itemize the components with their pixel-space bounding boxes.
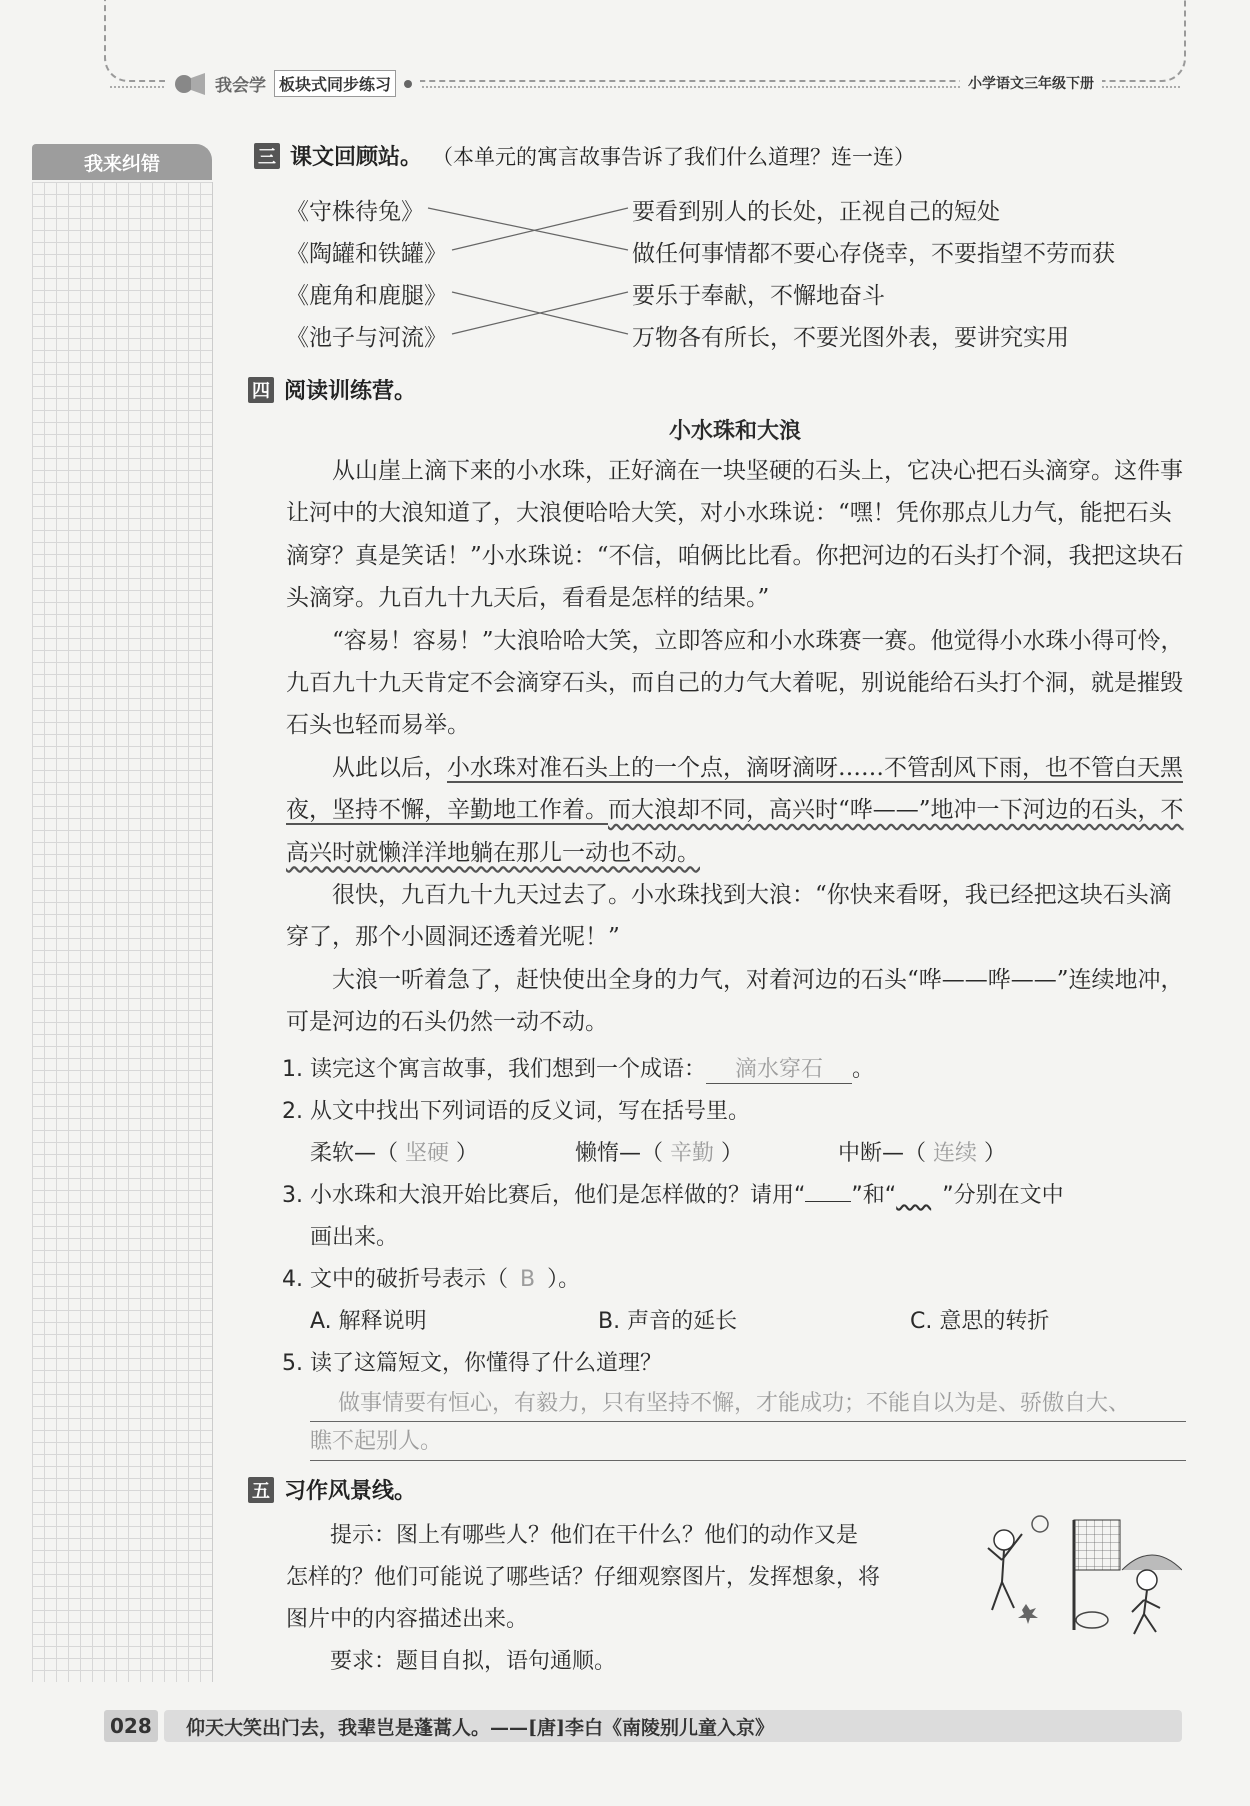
question-1-text: 1. 读完这个寓言故事，我们想到一个成语： <box>282 1057 706 1082</box>
requirement: 要求：题目自拟，语句通顺。 <box>330 1649 617 1674</box>
volleyball-icon <box>1032 1516 1048 1532</box>
hint-line: 怎样的？他们可能说了哪些话？仔细观察图片，发挥想象，将 <box>286 1565 881 1590</box>
antonym-word: 柔软—（ <box>310 1141 399 1166</box>
antonym-pair <box>310 1136 478 1167</box>
match-line <box>428 208 628 250</box>
right-item: 要乐于奉献，不懈地奋斗 <box>632 283 885 309</box>
story-body <box>286 450 1186 1044</box>
hint-line: 图片中的内容描述出来。 <box>286 1607 529 1632</box>
story-paragraph <box>286 747 1186 874</box>
brand-right: 板块式同步练习 <box>274 70 396 97</box>
swim-ring <box>1076 1612 1108 1628</box>
child-body-right <box>1132 1590 1160 1634</box>
question-3-continued: 画出来。 <box>310 1225 399 1250</box>
question-1-answer[interactable]: 滴水穿石 <box>706 1052 852 1084</box>
question-4-answer[interactable]: B <box>519 1267 536 1292</box>
sidebar-tab: 我来纠错 <box>32 144 212 180</box>
section-5-title: 习作风景线。 <box>284 1479 417 1504</box>
story-paragraph: “容易！容易！”大浪哈哈大笑，立即答应和小水珠赛一赛。他觉得小水珠小得可怜，九百九十九天肯定不会滴穿石头，而自己的力气大着呢，别说能给石头打个洞，就是摧毁石头也轻而易举。 <box>286 627 1184 739</box>
volleyball-picture <box>982 1510 1182 1640</box>
antonym-word: 懒惰—（ <box>575 1141 664 1166</box>
story-title: 小水珠和大浪 <box>668 419 801 444</box>
question-1-period: 。 <box>852 1057 875 1082</box>
antonym-word: 中断—（ <box>838 1141 927 1166</box>
story-paragraph: 很快，九百九十九天过去了。小水珠找到大浪：“你快来看呀，我已经把这块石头滴穿了，那个小圆洞还透着光呢！” <box>286 882 1172 951</box>
section-5-heading <box>248 1474 416 1505</box>
question-3-text: 3. 小水珠和大浪开始比赛后，他们是怎样做的？请用“ <box>282 1183 806 1208</box>
section-4-number: 四 <box>248 377 274 403</box>
section-3-title: 课文回顾站。 <box>290 145 423 170</box>
wavy-line-mark <box>896 1183 942 1208</box>
antonym-answer[interactable]: 辛勤 <box>670 1141 715 1166</box>
brand-left: 我会学 <box>215 76 266 96</box>
right-item: 做任何事情都不要心存侥幸，不要指望不劳而获 <box>632 241 1115 267</box>
question-4-close: ）。 <box>547 1267 581 1292</box>
antonym-close: ） <box>456 1141 479 1166</box>
wavy-underlined-text: 而大浪却不同，高兴时“哗——”地冲一下河边的石头，不高兴时就懒洋洋地躺在那儿一动也不动。 <box>286 797 1184 866</box>
left-item: 《陶罐和铁罐》 <box>286 241 447 267</box>
left-item: 《守株待兔》 <box>286 199 424 225</box>
straight-line-mark <box>805 1187 851 1202</box>
section-5-number: 五 <box>248 1477 274 1503</box>
matching-lines <box>0 0 1250 400</box>
footer-quote: 仰天大笑出门去，我辈岂是蓬蒿人。——[唐]李白《南陵别儿童入京》 <box>164 1710 1182 1742</box>
left-item: 《池子与河流》 <box>286 325 447 351</box>
antonym-close: ） <box>721 1141 744 1166</box>
section-3-number: 三 <box>254 143 280 169</box>
hint-line: 提示：图上有哪些人？他们在干什么？他们的动作又是 <box>330 1523 859 1548</box>
story-paragraph: 大浪一听着急了，赶快使出全身的力气，对着河边的石头“哗——哗——”连续地冲，可是河边的石头仍然一动不动。 <box>286 966 1184 1036</box>
question-4-text: 4. 文中的破折号表示（ <box>282 1267 508 1292</box>
option-b: B. 声音的延长 <box>598 1309 738 1334</box>
question-4 <box>282 1262 580 1293</box>
hill <box>1122 1555 1182 1570</box>
section-4-title: 阅读训练营。 <box>284 379 417 404</box>
question-5-answer-line[interactable]: 瞧不起别人。 <box>310 1424 1186 1461</box>
question-5: 5. 读了这篇短文，你懂得了什么道理？ <box>282 1351 662 1376</box>
section-4-heading <box>248 374 416 405</box>
option-c: C. 意思的转折 <box>910 1309 1050 1334</box>
starfish-icon <box>1018 1604 1038 1624</box>
correction-grid <box>32 182 213 1682</box>
net <box>1074 1520 1120 1570</box>
question-5-answer-line[interactable]: 做事情要有恒心，有毅力，只有坚持不懈，才能成功；不能自以为是、骄傲自大、 <box>310 1386 1186 1422</box>
question-1 <box>282 1052 874 1084</box>
antonym-pair <box>575 1136 743 1167</box>
question-3-text: ”和“ <box>851 1183 897 1208</box>
option-a: A. 解释说明 <box>310 1309 427 1334</box>
right-item: 万物各有所长，不要光图外表，要讲究实用 <box>632 325 1069 351</box>
grade-label: 小学语文三年级下册 <box>960 73 1102 93</box>
antonym-answer[interactable]: 坚硬 <box>405 1141 450 1166</box>
right-item: 要看到别人的长处，正视自己的短处 <box>632 199 1000 225</box>
left-item: 《鹿角和鹿腿》 <box>286 283 447 309</box>
antonym-answer[interactable]: 连续 <box>933 1141 978 1166</box>
antonym-close: ） <box>984 1141 1007 1166</box>
match-line <box>452 208 628 250</box>
question-3 <box>282 1178 1064 1209</box>
question-2: 2. 从文中找出下列词语的反义词，写在括号里。 <box>282 1099 750 1124</box>
story-paragraph: 从山崖上滴下来的小水珠，正好滴在一块坚硬的石头上，它决心把石头滴穿。这件事让河中的大浪知道了，大浪便哈哈大笑，对小水珠说：“嘿！凭你那点儿力气，能把石头滴穿？真是笑话！”小水珠说：“不信，咱俩比比看。你把河边的石头打个洞，我把这块石头滴穿。九百九十九天后，看看是怎样的结果。” <box>286 458 1184 612</box>
section-3-note: （本单元的寓言故事告诉了我们什么道理？连一连） <box>432 144 916 169</box>
child-head-right <box>1137 1570 1157 1590</box>
story-text: 从此以后， <box>332 754 447 781</box>
page-number: 028 <box>104 1710 158 1742</box>
straight-underlined-text: 小水珠对准石头上的一个点，滴呀滴呀……不管刮风下雨，也不管白天黑夜，坚持不懈，辛勤地工作着。 <box>286 754 1183 824</box>
antonym-pair <box>838 1136 1006 1167</box>
question-3-text: ”分别在文中 <box>942 1183 1064 1208</box>
